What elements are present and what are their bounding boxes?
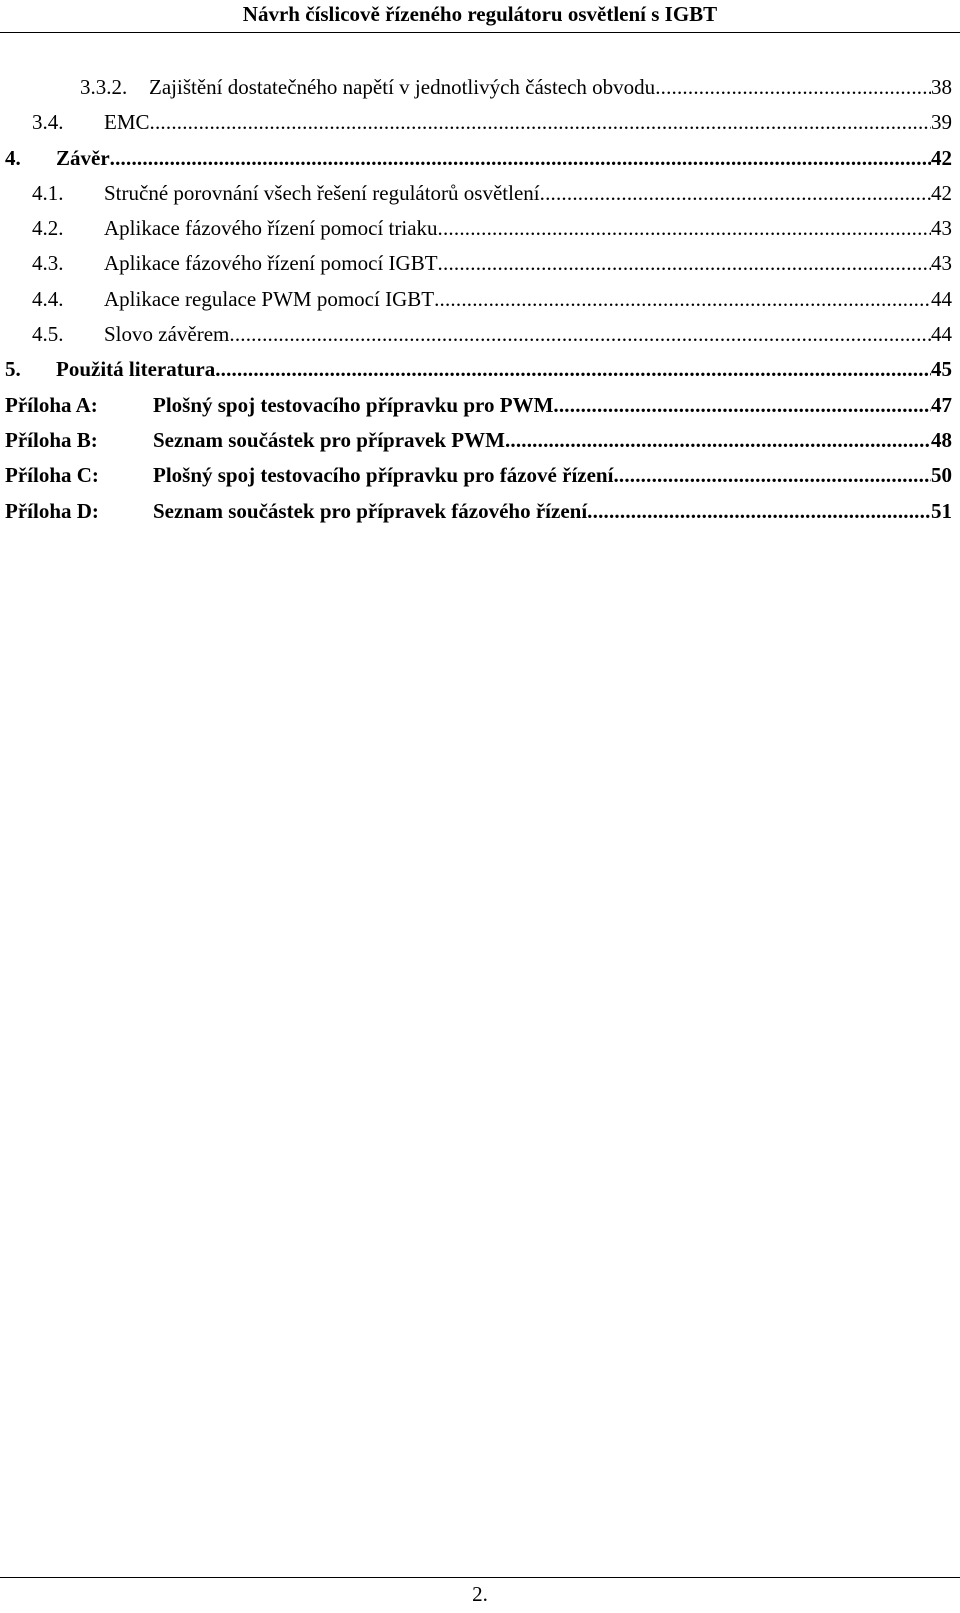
- toc-leader-dots: [150, 107, 931, 137]
- toc-entry-page: 50: [931, 463, 952, 488]
- toc-leader-dots: [613, 460, 931, 490]
- toc-entry-title: Závěr: [56, 145, 110, 170]
- toc-entry[interactable]: [0, 107, 960, 142]
- toc-entry-title: Použitá literatura: [56, 357, 216, 382]
- toc-entry[interactable]: [0, 213, 960, 248]
- toc-entry-number: 4.3.: [32, 251, 64, 276]
- toc-entry-title: Stručné porovnání všech řešení regulátorů osvětlení: [104, 180, 540, 205]
- toc-entry-number: 3.4.: [32, 110, 64, 135]
- toc-entry-title: Zajištění dostatečného napětí v jednotlivých částech obvodu: [149, 75, 656, 99]
- page-number: 2.: [472, 1582, 488, 1606]
- toc-leader-dots: [553, 390, 931, 420]
- toc-leader-dots: [438, 213, 931, 243]
- toc-entry-title: Seznam součástek pro přípravek PWM: [153, 427, 505, 452]
- toc-leader-dots: [229, 319, 931, 349]
- toc-entry-number: 3.3.2.: [80, 75, 128, 99]
- toc-entry[interactable]: [0, 284, 960, 319]
- table-of-contents: [0, 72, 960, 531]
- toc-entry-title: Aplikace fázového řízení pomocí triaku: [104, 216, 438, 241]
- toc-entry-page: 43: [931, 216, 952, 241]
- running-header: [0, 0, 960, 34]
- toc-entry-number: 4.1.: [32, 180, 64, 205]
- toc-entry-title: EMC: [104, 110, 150, 135]
- toc-leader-dots: [540, 178, 931, 208]
- toc-entry[interactable]: [0, 460, 960, 495]
- toc-entry[interactable]: [0, 319, 960, 354]
- toc-entry-page: 42: [931, 145, 952, 170]
- toc-entry-title: Aplikace regulace PWM pomocí IGBT: [104, 286, 435, 311]
- toc-leader-dots: [110, 143, 931, 173]
- toc-entry-title: Plošný spoj testovacího přípravku pro PWM: [153, 392, 554, 417]
- toc-entry[interactable]: [0, 72, 960, 107]
- toc-entry-title: Aplikace fázového řízení pomocí IGBT: [104, 251, 438, 276]
- toc-entry-page: 51: [931, 498, 952, 523]
- toc-entry-page: 39: [931, 110, 952, 135]
- toc-entry-page: 48: [931, 427, 952, 452]
- toc-entry[interactable]: [0, 496, 960, 531]
- toc-entry[interactable]: [0, 354, 960, 389]
- toc-leader-dots: [587, 496, 931, 526]
- toc-entry-number: Příloha D:: [5, 498, 99, 523]
- toc-entry-number: Příloha A:: [5, 392, 98, 417]
- toc-leader-dots: [215, 354, 931, 384]
- toc-entry-page: 44: [931, 322, 952, 347]
- toc-entry-page: 44: [931, 286, 952, 311]
- toc-entry-number: 5.: [5, 357, 21, 382]
- toc-entry[interactable]: [0, 248, 960, 283]
- header-divider: [0, 32, 960, 33]
- footer-divider: [0, 1577, 960, 1578]
- toc-entry-page: 38: [931, 75, 952, 99]
- toc-entry-title: Plošný spoj testovacího přípravku pro fázové řízení: [153, 463, 614, 488]
- toc-entry-number: 4.2.: [32, 216, 64, 241]
- toc-entry-title: Slovo závěrem: [104, 322, 230, 347]
- toc-entry-page: 43: [931, 251, 952, 276]
- toc-entry-number: Příloha C:: [5, 463, 99, 488]
- toc-entry-number: 4.: [5, 145, 21, 170]
- toc-entry-number: Příloha B:: [5, 427, 98, 452]
- toc-leader-dots: [438, 248, 931, 278]
- toc-entry-title: Seznam součástek pro přípravek fázového řízení: [153, 498, 588, 523]
- toc-entry[interactable]: [0, 178, 960, 213]
- toc-entry-page: 42: [931, 180, 952, 205]
- toc-entry-number: 4.4.: [32, 286, 64, 311]
- toc-leader-dots: [434, 284, 931, 314]
- running-header-title: Návrh číslicově řízeného regulátoru osvětlení s IGBT: [242, 2, 718, 26]
- toc-leader-dots: [655, 72, 931, 102]
- toc-leader-dots: [505, 425, 931, 455]
- toc-entry-number: 4.5.: [32, 322, 64, 347]
- toc-entry[interactable]: [0, 390, 960, 425]
- page-footer: [0, 1580, 960, 1608]
- toc-entry[interactable]: [0, 425, 960, 460]
- toc-entry-page: 45: [931, 357, 952, 382]
- toc-entry-page: 47: [931, 392, 952, 417]
- toc-entry[interactable]: [0, 143, 960, 178]
